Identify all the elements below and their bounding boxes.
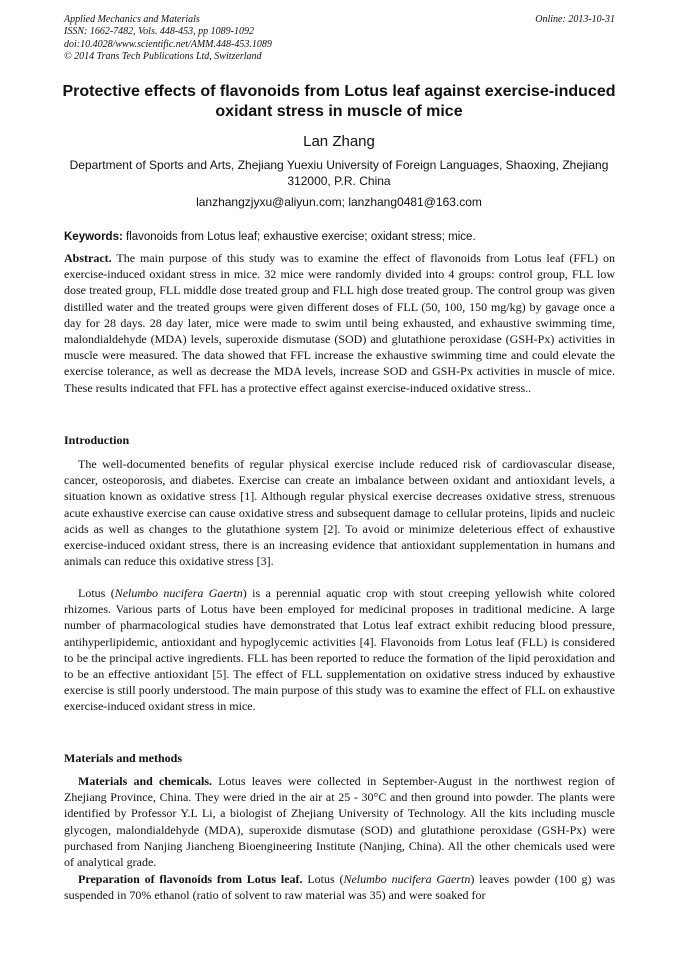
- keywords: [64, 231, 615, 243]
- journal-name: Applied Mechanics and Materials: [64, 14, 200, 25]
- prep-text-start: Lotus (: [307, 872, 344, 886]
- issn-line: ISSN: 1662-7482, Vols. 448-453, pp 1089-1092: [64, 26, 254, 38]
- materials-label: Materials and chemicals.: [78, 774, 213, 788]
- methods-paragraph-2: [64, 871, 615, 903]
- species-name: Nelumbo nucifera Gaertn: [114, 586, 243, 600]
- materials-text: Lotus leaves were collected in September-August in the northwest region of Zhejiang Province, China. They were dried in the air at 25 - 30°C and then ground into powder. The plants were identified by Professor Y.L Li, a biologist of Zhejiang University of Technology. All the kits including muscle glycogen, malondialdehyde (MDA), superoxide dismutase (SOD) and glutathione peroxidase (GSH-Px) were purchased from Nanjing Jiancheng Bioengineering Institute (Nanjing, China). All the other chemicals used were of analytical grade.: [64, 774, 615, 870]
- species-name-2: Nelumbo nucifera Gaertn: [343, 872, 471, 886]
- doi-line: doi:10.4028/www.scientific.net/AMM.448-453.1089: [64, 38, 272, 50]
- abstract: [64, 250, 615, 396]
- abstract-label: Abstract.: [64, 251, 112, 265]
- introduction-paragraph-1: The well-documented benefits of regular physical exercise include reduced risk of cardiovascular disease, cancer, osteoporosis, and diabetes. Exercise can create an imbalance between oxidant and antioxidant levels, a situation known as oxidative stress [1]. Although regular physical exercise decreases oxidative stress, strenuous acute exhaustive exercise can cause oxidative stress and subsequent damage to cellular proteins, lipids and nucleic acids as well as changes to the glutathione system [2]. To avoid or minimize deleterious effect of exhaustive exercise-induced oxidant stress, there is an increasing evidence that antioxidant supplementation in humans and animals can reduce this oxidative stress [3].: [64, 457, 615, 569]
- affiliation: Department of Sports and Arts, Zhejiang Yuexiu University of Foreign Languages, Shaoxing, Zhejiang 312000, P.R. China: [69, 158, 609, 188]
- keywords-text: flavonoids from Lotus leaf; exhaustive exercise; oxidant stress; mice.: [126, 231, 476, 243]
- introduction-paragraph-2: [64, 585, 615, 715]
- introduction-heading: Introduction: [64, 433, 130, 447]
- keywords-label: Keywords:: [64, 231, 123, 243]
- author-emails: lanzhangzjyxu@aliyun.com; lanzhang0481@163.com: [196, 195, 482, 209]
- prep-text-rest: ) leaves powder (100 g) was suspended in 70% ethanol (ratio of solvent to raw material was 35) and were soaked for: [64, 872, 615, 903]
- copyright-line: © 2014 Trans Tech Publications Ltd, Switzerland: [64, 51, 262, 63]
- paper-title: Protective effects of flavonoids from Lotus leaf against exercise-induced oxidant stress in muscle of mice: [62, 83, 616, 120]
- preparation-label: Preparation of flavonoids from Lotus leaf.: [78, 872, 303, 886]
- intro-p2-rest: ) is a perennial aquatic crop with stout creeping yellowish white colored rhizomes. Various parts of Lotus have been employed for medicinal proposes in traditional medicine. A large number of pharmacological studies have demonstrated that Lotus leaf extract exhibit reducing blood pressure, antihyperlipidemic, antioxidant and hypoglycemic activities [4]. Flavonoids from Lotus leaf (FLL) is considered to be the principal active ingredients. FLL has been reported to reduce the formation of the lipid peroxidation and to be an effective antioxidant [5]. The effect of FLL supplementation on oxidative stress induced by exhaustive exercise is still poorly understood. The main purpose of this study was to examine the effect of FLL on exhaustive exercise-induced oxidant stress in mice.: [64, 586, 615, 714]
- journal-header: [64, 14, 615, 64]
- methods-paragraph-1: [64, 773, 615, 870]
- intro-p2-start: Lotus (: [78, 586, 115, 600]
- abstract-text: The main purpose of this study was to examine the effect of flavonoids from Lotus leaf (FFL) on exercise-induced oxidant stress in mice. 32 mice were randomly divided into 4 groups: control group, FLL low dose treated group, FLL middle dose treated group and FLL high dose treated group. The control group was given distilled water and the treated groups were given different doses of FLL (50, 100, 150 mg/kg) by gavage once a day for 28 days. 28 day later, mice were made to swim until being exhausted, and exhaustive swimming time, malondialdehyde (MDA) levels, superoxide dismutase (SOD) and glutathione peroxidase (GSH-Px) activities in muscle were measured. The data showed that FFL increase the exhaustive swimming time and could elevate the exercise tolerance, as well as decrease the MDA levels, increase SOD and GSH-Px activities in muscle of mice. These results indicated that FFL has a protective effect against exercise-induced oxidative stress..: [64, 251, 615, 395]
- online-date: Online: 2013-10-31: [535, 14, 615, 25]
- author-name: Lan Zhang: [303, 133, 375, 150]
- methods-heading: Materials and methods: [64, 751, 182, 765]
